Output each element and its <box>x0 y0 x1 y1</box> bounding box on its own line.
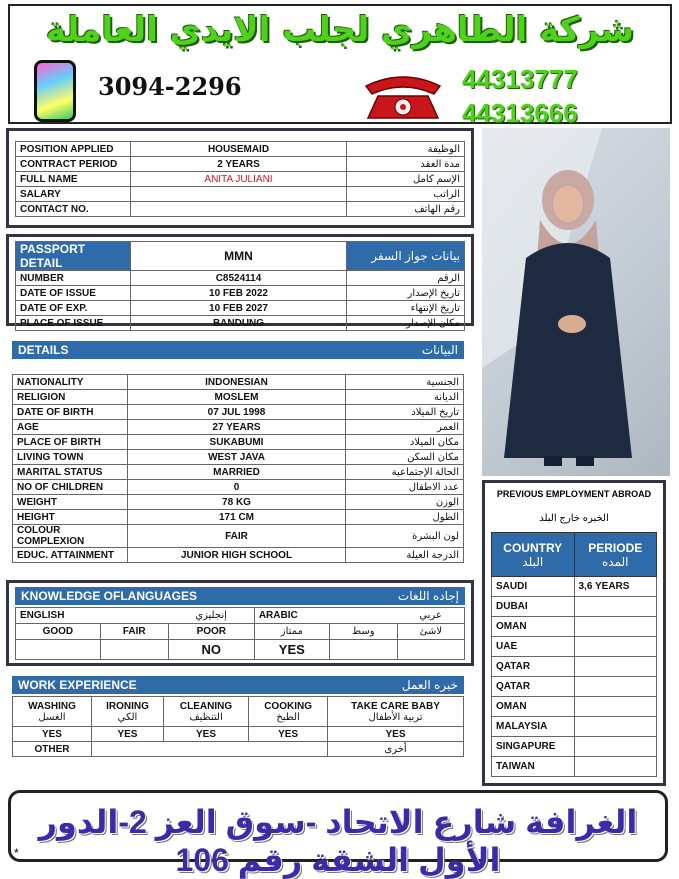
details-label: NATIONALITY <box>13 375 128 390</box>
applicant-photo <box>482 128 670 476</box>
application-label-ar: الإسم كامل <box>347 172 465 187</box>
english-label: ENGLISH <box>16 608 169 624</box>
smartphone-icon <box>34 60 76 122</box>
details-label: LIVING TOWN <box>13 450 128 465</box>
languages-table <box>15 607 465 660</box>
details-value: 0 <box>128 480 346 495</box>
employment-period <box>574 657 657 677</box>
employment-country: QATAR <box>492 657 575 677</box>
employment-country: TAIWAN <box>492 757 575 777</box>
lang-cell <box>100 640 168 660</box>
application-label-ar: رقم الهاتف <box>347 202 465 217</box>
work-title: WORK EXPERIENCE <box>18 678 137 692</box>
application-label: SALARY <box>16 187 131 202</box>
employment-country: DUBAI <box>492 597 575 617</box>
employment-row <box>492 637 657 657</box>
details-row <box>13 420 464 435</box>
details-label-ar: العمر <box>346 420 464 435</box>
employment-period <box>574 737 657 757</box>
skill-label: TAKE CARE BABY <box>351 700 440 712</box>
employment-title: PREVIOUS EMPLOYMENT ABROAD <box>496 489 652 499</box>
skill-label: CLEANING <box>179 700 233 712</box>
telephone-icon <box>360 72 446 120</box>
footer-mark: * <box>14 846 19 860</box>
lang-cell <box>397 640 464 660</box>
details-label: AGE <box>13 420 128 435</box>
period-header-ar: المده <box>601 554 629 569</box>
passport-panel <box>6 234 474 329</box>
details-row <box>13 480 464 495</box>
details-label: DATE OF BIRTH <box>13 405 128 420</box>
address-text: الغرافة شارع الاتحاد -سوق العز 2-الدور الأول الشقة رقم 106 <box>38 804 638 878</box>
passport-value: C8524114 <box>131 271 347 286</box>
details-value: 27 YEARS <box>128 420 346 435</box>
skill-header <box>13 697 92 727</box>
period-header <box>574 533 657 577</box>
employment-country: SINGAPURE <box>492 737 575 757</box>
details-value: FAIR <box>128 525 346 548</box>
application-value: ANITA JULIANI <box>131 172 347 187</box>
application-value <box>131 202 347 217</box>
skill-value: YES <box>249 727 328 742</box>
header-banner <box>8 4 672 128</box>
details-table <box>12 374 464 563</box>
languages-panel <box>6 580 474 666</box>
details-title-ar: البيانات <box>421 343 458 357</box>
details-value: JUNIOR HIGH SCHOOL <box>128 548 346 563</box>
passport-label-ar: تاريخ الإنتهاء <box>347 301 465 316</box>
passport-title: PASSPORT DETAIL <box>16 242 131 271</box>
application-row <box>16 142 465 157</box>
work-header <box>12 676 464 694</box>
details-label-ar: مكان الميلاد <box>346 435 464 450</box>
details-row <box>13 510 464 525</box>
skill-header <box>163 697 248 727</box>
details-label: RELIGION <box>13 390 128 405</box>
skill-label: WASHING <box>28 700 76 712</box>
employment-table <box>491 532 657 777</box>
employment-period: 3,6 YEARS <box>574 577 657 597</box>
passport-row <box>16 286 465 301</box>
details-value: 78 KG <box>128 495 346 510</box>
landline-number-2: 44313666 <box>462 98 578 128</box>
good-label: GOOD <box>16 624 101 640</box>
fair-label: FAIR <box>100 624 168 640</box>
skill-header <box>249 697 328 727</box>
skill-header <box>328 697 464 727</box>
skill-label: COOKING <box>264 700 312 712</box>
details-row <box>13 405 464 420</box>
arabic-label: ARABIC <box>254 608 397 624</box>
details-label: COLOUR COMPLEXION <box>13 525 128 548</box>
employment-period <box>574 597 657 617</box>
employment-period <box>574 697 657 717</box>
excellent-label-ar: ممتاز <box>254 624 329 640</box>
skill-label-ar: الطبخ <box>276 711 300 723</box>
details-label-ar: الوزن <box>346 495 464 510</box>
details-row <box>13 465 464 480</box>
employment-period <box>574 617 657 637</box>
passport-table <box>15 241 465 331</box>
country-header-ar: البلد <box>522 554 544 569</box>
skill-label: IRONING <box>106 700 149 712</box>
employment-row <box>492 737 657 757</box>
details-row <box>13 525 464 548</box>
application-label-ar: الوظيفة <box>347 142 465 157</box>
details-label: HEIGHT <box>13 510 128 525</box>
work-experience-panel <box>12 676 464 757</box>
work-table <box>12 696 464 757</box>
address-footer <box>8 790 668 878</box>
passport-row <box>16 271 465 286</box>
employment-period <box>574 717 657 737</box>
employment-row <box>492 717 657 737</box>
passport-value: BANDUNG <box>131 316 347 331</box>
lang-cell <box>16 640 101 660</box>
details-label-ar: الحالة الإجتماعية <box>346 465 464 480</box>
employment-period <box>574 757 657 777</box>
employment-row <box>492 757 657 777</box>
application-row <box>16 157 465 172</box>
details-value: MOSLEM <box>128 390 346 405</box>
details-row <box>13 548 464 563</box>
other-label-ar: أخرى <box>328 742 464 757</box>
details-value: WEST JAVA <box>128 450 346 465</box>
details-label-ar: تاريخ الميلاد <box>346 405 464 420</box>
employment-period <box>574 637 657 657</box>
details-label: NO OF CHILDREN <box>13 480 128 495</box>
english-level: NO <box>168 640 254 660</box>
passport-label: DATE OF ISSUE <box>16 286 131 301</box>
details-label-ar: الديانة <box>346 390 464 405</box>
passport-title-ar: بيانات جواز السفر <box>347 242 465 271</box>
passport-label-ar: الرقم <box>347 271 465 286</box>
country-header-label: COUNTRY <box>503 540 563 555</box>
applicant-figure <box>482 128 670 476</box>
poor-label: POOR <box>168 624 254 640</box>
employment-row <box>492 617 657 637</box>
passport-value: 10 FEB 2027 <box>131 301 347 316</box>
application-table <box>15 141 465 217</box>
passport-row <box>16 316 465 331</box>
employment-panel <box>482 480 666 786</box>
details-label-ar: مكان السكن <box>346 450 464 465</box>
application-value <box>131 187 347 202</box>
medium-label-ar: وسط <box>329 624 397 640</box>
details-value: 171 CM <box>128 510 346 525</box>
employment-country: OMAN <box>492 617 575 637</box>
passport-value: 10 FEB 2022 <box>131 286 347 301</box>
application-label-ar: الراتب <box>347 187 465 202</box>
application-row <box>16 172 465 187</box>
details-label: EDUC. ATTAINMENT <box>13 548 128 563</box>
skill-label-ar: التنظيف <box>189 711 223 723</box>
details-label-ar: الطول <box>346 510 464 525</box>
lang-cell <box>329 640 397 660</box>
languages-title-ar: إجاده اللغات <box>397 589 459 603</box>
application-label: CONTACT NO. <box>16 202 131 217</box>
employment-country: MALAYSIA <box>492 717 575 737</box>
period-header-label: PERIODE <box>588 540 643 555</box>
details-row <box>13 450 464 465</box>
skill-value: YES <box>163 727 248 742</box>
application-label: POSITION APPLIED <box>16 142 131 157</box>
employment-period <box>574 677 657 697</box>
english-label-ar: إنجليزي <box>168 608 254 624</box>
details-row <box>13 495 464 510</box>
country-header <box>492 533 575 577</box>
employment-row <box>492 597 657 617</box>
employment-row <box>492 677 657 697</box>
application-label: FULL NAME <box>16 172 131 187</box>
details-title: DETAILS <box>18 343 69 357</box>
work-title-ar: خبره العمل <box>401 678 458 692</box>
passport-label: DATE OF EXP. <box>16 301 131 316</box>
skill-value: YES <box>13 727 92 742</box>
details-label-ar: الجنسية <box>346 375 464 390</box>
skill-label-ar: الكي <box>117 711 138 723</box>
details-label: MARITAL STATUS <box>13 465 128 480</box>
application-value: 2 YEARS <box>131 157 347 172</box>
details-row <box>13 435 464 450</box>
employment-row <box>492 657 657 677</box>
details-label: WEIGHT <box>13 495 128 510</box>
passport-label: NUMBER <box>16 271 131 286</box>
application-row <box>16 187 465 202</box>
details-label-ar: الدرجة العيلة <box>346 548 464 563</box>
application-label-ar: مدة العقد <box>347 157 465 172</box>
details-value: MARRIED <box>128 465 346 480</box>
employment-row <box>492 697 657 717</box>
landline-number-1: 44313777 <box>462 64 578 94</box>
none-label-ar: لاشئ <box>397 624 464 640</box>
details-row <box>13 390 464 405</box>
details-value: SUKABUMI <box>128 435 346 450</box>
arabic-level: YES <box>254 640 329 660</box>
application-row <box>16 202 465 217</box>
passport-label: PLACE OF ISSUE <box>16 316 131 331</box>
skill-header <box>91 697 163 727</box>
other-value <box>91 742 327 757</box>
application-panel <box>6 128 474 228</box>
details-panel <box>12 374 464 563</box>
passport-label-ar: مكان الإصدار <box>347 316 465 331</box>
company-name: شركة الطاهري لجلب الايدي العاملة <box>45 10 635 50</box>
details-value: INDONESIAN <box>128 375 346 390</box>
details-label: PLACE OF BIRTH <box>13 435 128 450</box>
details-label-ar: عدد الاطفال <box>346 480 464 495</box>
details-value: 07 JUL 1998 <box>128 405 346 420</box>
skill-value: YES <box>91 727 163 742</box>
languages-title: KNOWLEDGE OFLANGUAGES <box>21 589 197 603</box>
employment-country: UAE <box>492 637 575 657</box>
employment-country: QATAR <box>492 677 575 697</box>
skill-label-ar: الغسل <box>38 711 66 723</box>
passport-row <box>16 301 465 316</box>
passport-label-ar: تاريخ الإصدار <box>347 286 465 301</box>
application-value: HOUSEMAID <box>131 142 347 157</box>
employment-title-ar: الخبره خارج البلد <box>539 513 609 524</box>
application-label: CONTRACT PERIOD <box>16 157 131 172</box>
details-row <box>13 375 464 390</box>
employment-country: OMAN <box>492 697 575 717</box>
details-header <box>12 341 464 359</box>
passport-code: MMN <box>131 242 347 271</box>
languages-header <box>15 587 465 605</box>
employment-row <box>492 577 657 597</box>
employment-country: SAUDI <box>492 577 575 597</box>
other-label: OTHER <box>13 742 92 757</box>
mobile-number: 3094-2296 <box>98 72 242 101</box>
skill-value: YES <box>328 727 464 742</box>
arabic-label-ar: عربي <box>397 608 464 624</box>
skill-label-ar: تربية الأطفال <box>368 711 423 723</box>
details-label-ar: لون البشرة <box>346 525 464 548</box>
